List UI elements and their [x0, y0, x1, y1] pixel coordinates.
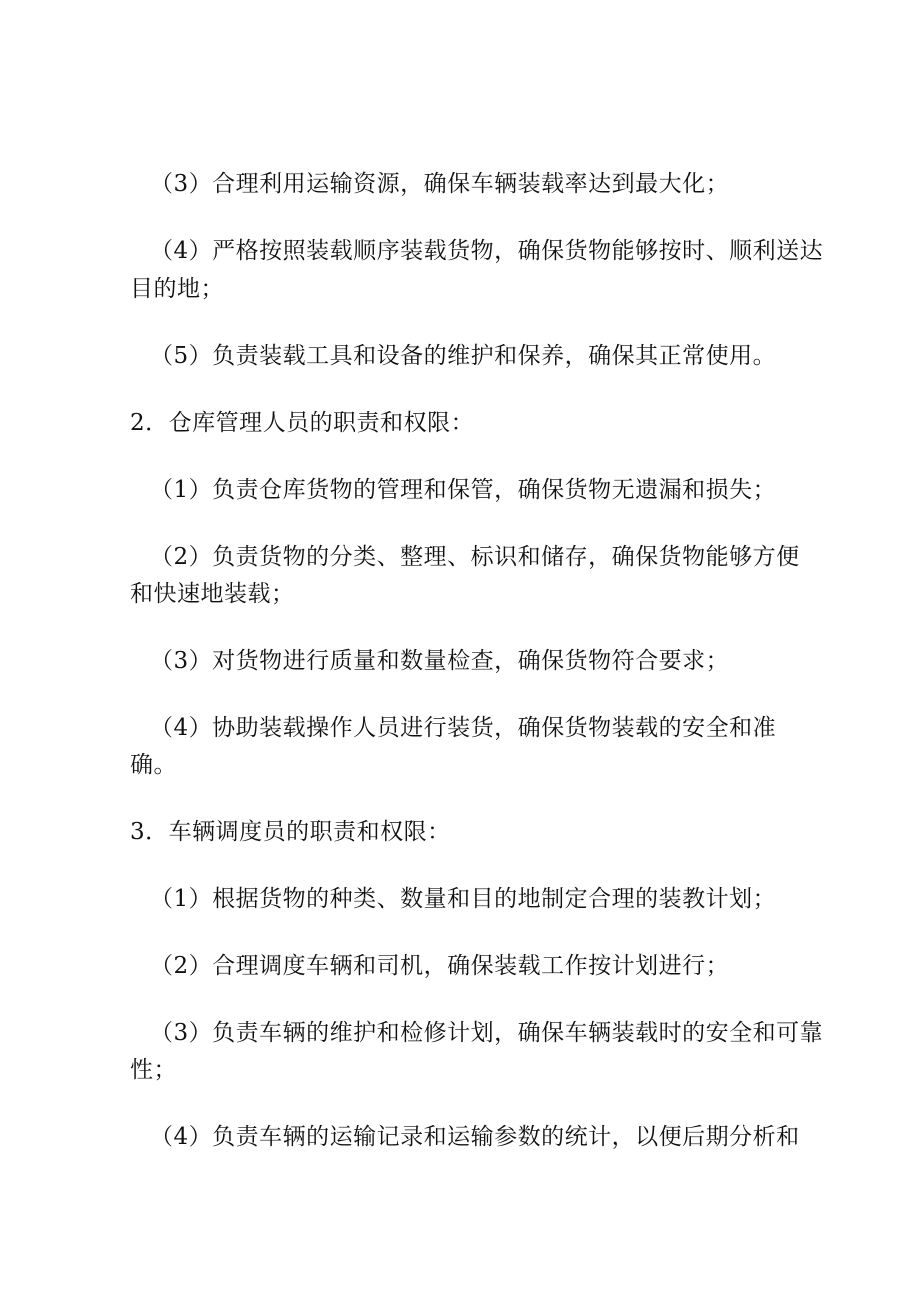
paragraph-line: （1）负责仓库货物的管理和保管，确保货物无遗漏和损失；	[150, 477, 777, 503]
paragraph-line: （4）负责车辆的运输记录和运输参数的统计，以便后期分析和	[150, 1124, 800, 1150]
paragraph-line: （5）负责装载工具和设备的维护和保养，确保其正常使用。	[150, 343, 777, 369]
paragraph-line: 和快速地装载；	[130, 581, 295, 607]
section-heading: 2．仓库管理人员的职责和权限：	[130, 410, 475, 436]
paragraph-line: （3）对货物进行质量和数量检查，确保货物符合要求；	[150, 648, 730, 674]
section-heading: 3．车辆调度员的职责和权限：	[130, 819, 451, 845]
paragraph-line: （1）根据货物的种类、数量和目的地制定合理的装教计划；	[150, 886, 777, 912]
paragraph-line: （3）负责车辆的维护和检修计划，确保车辆装载时的安全和可靠	[150, 1020, 824, 1046]
paragraph-line: （4）严格按照装载顺序装载货物，确保货物能够按时、顺利送达	[150, 238, 824, 264]
paragraph-line: 目的地；	[130, 276, 224, 302]
paragraph-line: 性；	[130, 1057, 177, 1083]
paragraph-line: （2）负责货物的分类、整理、标识和储存，确保货物能够方便	[150, 544, 800, 570]
paragraph-line: 确。	[130, 752, 177, 778]
paragraph-line: （2）合理调度车辆和司机，确保装载工作按计划进行；	[150, 953, 730, 979]
paragraph-line: （3）合理利用运输资源，确保车辆装载率达到最大化；	[150, 171, 730, 197]
paragraph-line: （4）协助装载操作人员进行装货，确保货物装载的安全和准	[150, 715, 777, 741]
